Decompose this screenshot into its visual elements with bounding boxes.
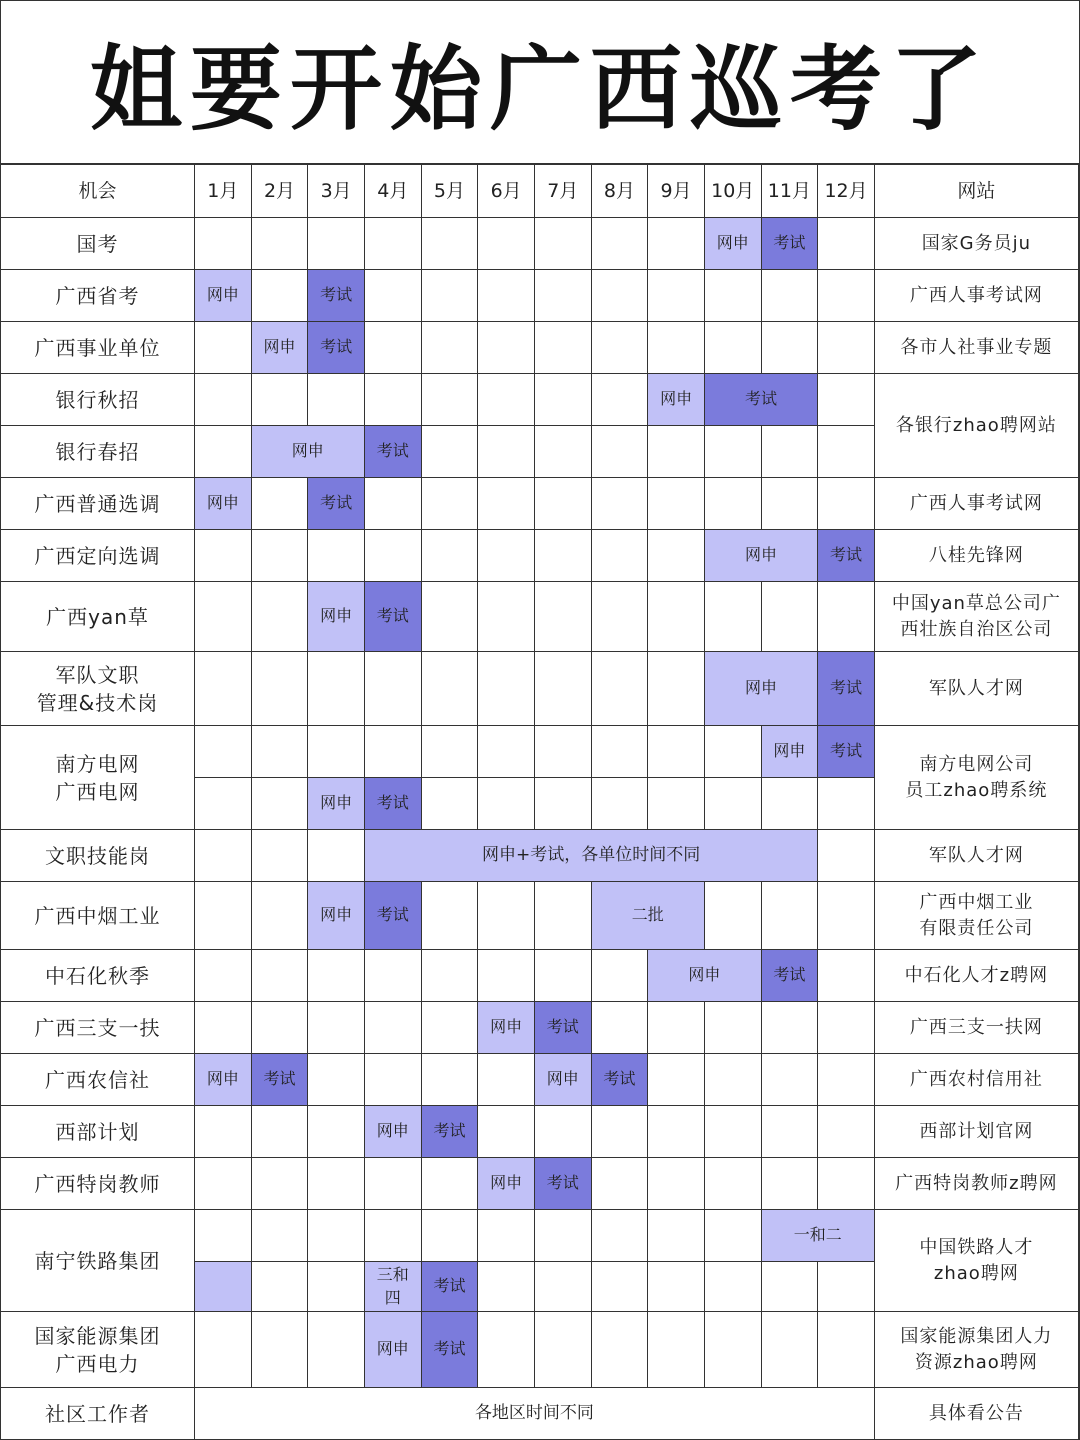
empty-month-cell bbox=[478, 530, 535, 582]
empty-month-cell bbox=[535, 270, 592, 322]
empty-month-cell bbox=[592, 950, 649, 1002]
application-period-cell: 网申 bbox=[648, 374, 705, 426]
empty-month-cell bbox=[818, 322, 875, 374]
empty-month-cell bbox=[592, 1106, 649, 1158]
empty-month-cell bbox=[762, 426, 819, 478]
empty-month-cell bbox=[308, 530, 365, 582]
empty-month-cell bbox=[478, 1054, 535, 1106]
exam-period-cell: 考试 bbox=[365, 426, 422, 478]
empty-month-cell bbox=[308, 374, 365, 426]
empty-month-cell bbox=[535, 1262, 592, 1312]
empty-month-cell bbox=[252, 1002, 309, 1054]
page-title: 姐要开始广西巡考了 bbox=[1, 1, 1079, 165]
header-opportunity: 机会 bbox=[1, 165, 195, 218]
empty-month-cell bbox=[705, 1054, 762, 1106]
empty-month-cell bbox=[478, 1210, 535, 1262]
empty-month-cell bbox=[308, 218, 365, 270]
empty-month-cell bbox=[478, 726, 535, 778]
row-label: 广西中烟工业 bbox=[1, 882, 195, 950]
application-period-cell: 网申 bbox=[478, 1002, 535, 1054]
empty-month-cell bbox=[478, 950, 535, 1002]
header-month: 6月 bbox=[478, 165, 535, 218]
empty-month-cell bbox=[422, 218, 479, 270]
row-website: 广西三支一扶网 bbox=[875, 1002, 1079, 1054]
empty-month-cell bbox=[762, 1158, 819, 1210]
empty-month-cell bbox=[478, 374, 535, 426]
empty-month-cell bbox=[648, 270, 705, 322]
empty-month-cell bbox=[535, 882, 592, 950]
empty-month-cell bbox=[648, 1002, 705, 1054]
empty-month-cell bbox=[592, 1312, 649, 1388]
empty-month-cell bbox=[195, 1158, 252, 1210]
empty-month-cell bbox=[592, 778, 649, 830]
header-month: 1月 bbox=[195, 165, 252, 218]
empty-month-cell bbox=[818, 270, 875, 322]
empty-month-cell bbox=[422, 1002, 479, 1054]
empty-month-cell bbox=[252, 652, 309, 726]
empty-month-cell bbox=[705, 1106, 762, 1158]
exam-period-cell: 考试 bbox=[252, 1054, 309, 1106]
empty-month-cell bbox=[648, 1106, 705, 1158]
exam-period-cell: 考试 bbox=[308, 270, 365, 322]
empty-month-cell bbox=[705, 1158, 762, 1210]
row-label: 银行秋招 bbox=[1, 374, 195, 426]
header-month: 7月 bbox=[535, 165, 592, 218]
empty-month-cell bbox=[365, 1158, 422, 1210]
empty-month-cell bbox=[592, 582, 649, 652]
exam-period-cell: 考试 bbox=[422, 1106, 479, 1158]
row-label: 南方电网 广西电网 bbox=[1, 726, 195, 830]
empty-month-cell bbox=[195, 218, 252, 270]
empty-month-cell bbox=[818, 950, 875, 1002]
row-label: 广西特岗教师 bbox=[1, 1158, 195, 1210]
empty-month-cell bbox=[592, 1158, 649, 1210]
empty-month-cell bbox=[648, 218, 705, 270]
application-period-cell: 网申 bbox=[252, 322, 309, 374]
empty-month-cell bbox=[252, 374, 309, 426]
empty-month-cell bbox=[648, 426, 705, 478]
application-period-cell: 网申 bbox=[648, 950, 761, 1002]
empty-month-cell bbox=[422, 582, 479, 652]
application-period-cell: 网申 bbox=[365, 1106, 422, 1158]
application-period-cell: 网申 bbox=[308, 582, 365, 652]
empty-month-cell bbox=[535, 778, 592, 830]
empty-month-cell bbox=[762, 1312, 819, 1388]
empty-month-cell bbox=[648, 1054, 705, 1106]
empty-month-cell bbox=[705, 270, 762, 322]
empty-month-cell bbox=[705, 726, 762, 778]
empty-month-cell bbox=[818, 374, 875, 426]
empty-month-cell bbox=[592, 218, 649, 270]
empty-month-cell bbox=[308, 1158, 365, 1210]
row-website: 军队人才网 bbox=[875, 830, 1079, 882]
empty-month-cell bbox=[195, 726, 252, 778]
empty-month-cell bbox=[592, 1002, 649, 1054]
row-website: 中国铁路人才 zhao聘网 bbox=[875, 1210, 1079, 1312]
empty-month-cell bbox=[535, 726, 592, 778]
empty-month-cell bbox=[762, 582, 819, 652]
empty-month-cell bbox=[195, 950, 252, 1002]
exam-period-cell: 考试 bbox=[762, 950, 819, 1002]
header-month: 8月 bbox=[592, 165, 649, 218]
row-website: 南方电网公司 员工zhao聘系统 bbox=[875, 726, 1079, 830]
empty-month-cell bbox=[195, 652, 252, 726]
row-website: 中石化人才z聘网 bbox=[875, 950, 1079, 1002]
empty-month-cell bbox=[705, 778, 762, 830]
exam-period-cell: 考试 bbox=[818, 530, 875, 582]
empty-month-cell bbox=[478, 1312, 535, 1388]
row-label: 国家能源集团 广西电力 bbox=[1, 1312, 195, 1388]
empty-month-cell bbox=[592, 1210, 649, 1262]
row-website: 广西中烟工业 有限责任公司 bbox=[875, 882, 1079, 950]
empty-month-cell bbox=[252, 950, 309, 1002]
empty-month-cell bbox=[252, 1158, 309, 1210]
empty-month-cell bbox=[195, 426, 252, 478]
empty-month-cell bbox=[535, 1312, 592, 1388]
empty-month-cell bbox=[535, 652, 592, 726]
empty-month-cell bbox=[705, 1262, 762, 1312]
empty-month-cell bbox=[648, 1158, 705, 1210]
empty-month-cell bbox=[252, 270, 309, 322]
row-website: 中国yan草总公司广 西壮族自治区公司 bbox=[875, 582, 1079, 652]
application-period-cell: 网申 bbox=[705, 218, 762, 270]
empty-month-cell bbox=[648, 582, 705, 652]
application-period-cell: 网申 bbox=[705, 652, 818, 726]
empty-month-cell bbox=[365, 950, 422, 1002]
empty-month-cell bbox=[252, 778, 309, 830]
application-period-cell: 网申 bbox=[365, 1312, 422, 1388]
exam-period-cell: 考试 bbox=[762, 218, 819, 270]
empty-month-cell bbox=[535, 374, 592, 426]
row-website: 军队人才网 bbox=[875, 652, 1079, 726]
row-label: 广西定向选调 bbox=[1, 530, 195, 582]
empty-month-cell bbox=[365, 218, 422, 270]
empty-month-cell bbox=[648, 1210, 705, 1262]
row-website: 八桂先锋网 bbox=[875, 530, 1079, 582]
empty-month-cell bbox=[592, 426, 649, 478]
empty-month-cell bbox=[648, 726, 705, 778]
empty-month-cell bbox=[365, 1210, 422, 1262]
row-website: 具体看公告 bbox=[875, 1388, 1079, 1440]
empty-month-cell bbox=[478, 478, 535, 530]
empty-month-cell bbox=[705, 1312, 762, 1388]
exam-period-cell: 考试 bbox=[818, 652, 875, 726]
empty-month-cell bbox=[195, 582, 252, 652]
empty-month-cell bbox=[592, 1262, 649, 1312]
empty-month-cell bbox=[365, 322, 422, 374]
row-label: 文职技能岗 bbox=[1, 830, 195, 882]
row-label: 银行春招 bbox=[1, 426, 195, 478]
empty-month-cell bbox=[478, 426, 535, 478]
application-period-cell: 网申 bbox=[478, 1158, 535, 1210]
empty-month-cell bbox=[422, 1158, 479, 1210]
empty-month-cell bbox=[308, 1002, 365, 1054]
empty-month-cell bbox=[648, 478, 705, 530]
empty-month-cell bbox=[422, 726, 479, 778]
empty-month-cell bbox=[195, 1002, 252, 1054]
empty-month-cell bbox=[762, 270, 819, 322]
empty-month-cell bbox=[478, 1106, 535, 1158]
empty-month-cell bbox=[705, 322, 762, 374]
empty-month-cell bbox=[478, 1262, 535, 1312]
empty-month-cell bbox=[762, 882, 819, 950]
empty-month-cell bbox=[705, 882, 762, 950]
empty-month-cell bbox=[478, 322, 535, 374]
empty-month-cell bbox=[308, 1210, 365, 1262]
application-period-cell: 网申 bbox=[705, 530, 818, 582]
application-period-cell: 网申 bbox=[195, 1054, 252, 1106]
application-period-cell: 网申 bbox=[308, 882, 365, 950]
header-month: 11月 bbox=[762, 165, 819, 218]
application-period-cell: 网申 bbox=[195, 270, 252, 322]
empty-month-cell bbox=[592, 478, 649, 530]
empty-month-cell bbox=[705, 426, 762, 478]
row-website: 各市人社事业专题 bbox=[875, 322, 1079, 374]
application-period-cell: 三和 四 bbox=[365, 1262, 422, 1312]
empty-month-cell bbox=[308, 830, 365, 882]
empty-month-cell bbox=[365, 1002, 422, 1054]
empty-month-cell bbox=[818, 1002, 875, 1054]
empty-month-cell bbox=[535, 426, 592, 478]
empty-month-cell bbox=[478, 270, 535, 322]
empty-month-cell bbox=[365, 374, 422, 426]
empty-month-cell bbox=[308, 1106, 365, 1158]
empty-month-cell bbox=[535, 218, 592, 270]
header-month: 10月 bbox=[705, 165, 762, 218]
empty-month-cell bbox=[705, 1002, 762, 1054]
empty-month-cell bbox=[308, 726, 365, 778]
empty-month-cell bbox=[422, 426, 479, 478]
header-month: 2月 bbox=[252, 165, 309, 218]
empty-month-cell bbox=[195, 374, 252, 426]
exam-period-cell: 考试 bbox=[422, 1312, 479, 1388]
row-label: 中石化秋季 bbox=[1, 950, 195, 1002]
row-label: 广西三支一扶 bbox=[1, 1002, 195, 1054]
empty-month-cell bbox=[478, 582, 535, 652]
row-website: 广西人事考试网 bbox=[875, 270, 1079, 322]
empty-month-cell bbox=[252, 218, 309, 270]
empty-month-cell bbox=[195, 1106, 252, 1158]
empty-month-cell bbox=[422, 322, 479, 374]
empty-month-cell bbox=[705, 478, 762, 530]
empty-month-cell bbox=[818, 1312, 875, 1388]
empty-month-cell bbox=[818, 582, 875, 652]
empty-month-cell bbox=[648, 322, 705, 374]
empty-month-cell bbox=[762, 1262, 819, 1312]
empty-month-cell bbox=[308, 950, 365, 1002]
empty-month-cell bbox=[422, 882, 479, 950]
empty-month-cell bbox=[308, 1262, 365, 1312]
row-website: 各银行zhao聘网站 bbox=[875, 374, 1079, 478]
empty-month-cell bbox=[422, 478, 479, 530]
application-period-cell: 二批 bbox=[592, 882, 705, 950]
empty-month-cell bbox=[252, 882, 309, 950]
empty-month-cell bbox=[252, 1312, 309, 1388]
empty-month-cell bbox=[762, 1106, 819, 1158]
exam-period-cell: 考试 bbox=[308, 322, 365, 374]
exam-period-cell: 考试 bbox=[365, 882, 422, 950]
header-month: 9月 bbox=[648, 165, 705, 218]
empty-month-cell bbox=[535, 950, 592, 1002]
exam-period-cell: 考试 bbox=[365, 778, 422, 830]
note-cell: 各地区时间不同 bbox=[195, 1388, 875, 1440]
row-label: 西部计划 bbox=[1, 1106, 195, 1158]
empty-month-cell bbox=[818, 830, 875, 882]
application-period-cell: 网申 bbox=[195, 478, 252, 530]
empty-month-cell bbox=[535, 530, 592, 582]
empty-month-cell bbox=[252, 1262, 309, 1312]
row-label: 广西yan草 bbox=[1, 582, 195, 652]
empty-month-cell bbox=[818, 426, 875, 478]
row-label: 广西省考 bbox=[1, 270, 195, 322]
empty-month-cell bbox=[422, 778, 479, 830]
empty-month-cell bbox=[818, 1054, 875, 1106]
empty-month-cell bbox=[648, 1262, 705, 1312]
empty-month-cell bbox=[762, 322, 819, 374]
application-period-cell: 一和二 bbox=[762, 1210, 875, 1262]
empty-month-cell bbox=[365, 478, 422, 530]
empty-month-cell bbox=[252, 726, 309, 778]
empty-month-cell bbox=[762, 778, 819, 830]
empty-month-cell bbox=[592, 270, 649, 322]
empty-month-cell bbox=[252, 830, 309, 882]
application-period-cell: 网申 bbox=[252, 426, 365, 478]
row-website: 广西人事考试网 bbox=[875, 478, 1079, 530]
empty-month-cell bbox=[195, 1312, 252, 1388]
empty-month-cell bbox=[592, 530, 649, 582]
row-website: 广西特岗教师z聘网 bbox=[875, 1158, 1079, 1210]
empty-month-cell bbox=[478, 652, 535, 726]
empty-month-cell bbox=[308, 652, 365, 726]
empty-month-cell bbox=[818, 1158, 875, 1210]
empty-month-cell bbox=[422, 530, 479, 582]
empty-month-cell bbox=[365, 726, 422, 778]
empty-month-cell bbox=[195, 1210, 252, 1262]
row-label: 广西普通选调 bbox=[1, 478, 195, 530]
empty-month-cell bbox=[592, 726, 649, 778]
row-label: 国考 bbox=[1, 218, 195, 270]
empty-month-cell bbox=[365, 652, 422, 726]
empty-month-cell bbox=[195, 530, 252, 582]
row-website: 西部计划官网 bbox=[875, 1106, 1079, 1158]
empty-month-cell bbox=[592, 322, 649, 374]
empty-month-cell bbox=[818, 882, 875, 950]
empty-month-cell bbox=[422, 1054, 479, 1106]
application-period-cell: 网申+考试，各单位时间不同 bbox=[365, 830, 818, 882]
empty-month-cell bbox=[252, 1210, 309, 1262]
empty-month-cell bbox=[252, 1106, 309, 1158]
empty-month-cell bbox=[535, 1210, 592, 1262]
empty-month-cell bbox=[365, 530, 422, 582]
row-website: 国家能源集团人力 资源zhao聘网 bbox=[875, 1312, 1079, 1388]
empty-month-cell bbox=[762, 1002, 819, 1054]
empty-month-cell bbox=[422, 950, 479, 1002]
exam-period-cell: 考试 bbox=[365, 582, 422, 652]
empty-month-cell bbox=[535, 478, 592, 530]
row-website: 广西农村信用社 bbox=[875, 1054, 1079, 1106]
empty-month-cell bbox=[592, 374, 649, 426]
empty-month-cell bbox=[705, 582, 762, 652]
empty-month-cell bbox=[422, 374, 479, 426]
empty-month-cell bbox=[818, 1106, 875, 1158]
exam-period-cell: 考试 bbox=[818, 726, 875, 778]
empty-month-cell bbox=[705, 1210, 762, 1262]
empty-month-cell bbox=[818, 478, 875, 530]
empty-month-cell bbox=[535, 582, 592, 652]
empty-month-cell bbox=[195, 322, 252, 374]
empty-month-cell bbox=[195, 778, 252, 830]
empty-month-cell bbox=[422, 652, 479, 726]
row-label: 南宁铁路集团 bbox=[1, 1210, 195, 1312]
empty-month-cell bbox=[365, 1054, 422, 1106]
header-website: 网站 bbox=[875, 165, 1079, 218]
empty-month-cell bbox=[422, 1210, 479, 1262]
empty-month-cell bbox=[648, 530, 705, 582]
empty-month-cell bbox=[195, 830, 252, 882]
application-period-cell: 网申 bbox=[308, 778, 365, 830]
empty-month-cell bbox=[648, 652, 705, 726]
empty-month-cell bbox=[535, 1106, 592, 1158]
empty-month-cell bbox=[762, 1054, 819, 1106]
header-month: 5月 bbox=[422, 165, 479, 218]
empty-month-cell bbox=[818, 1262, 875, 1312]
row-label: 广西事业单位 bbox=[1, 322, 195, 374]
row-label: 军队文职 管理&技术岗 bbox=[1, 652, 195, 726]
empty-month-cell bbox=[195, 882, 252, 950]
exam-period-cell: 考试 bbox=[422, 1262, 479, 1312]
application-period-cell: 网申 bbox=[535, 1054, 592, 1106]
empty-month-cell bbox=[762, 478, 819, 530]
empty-month-cell bbox=[365, 270, 422, 322]
exam-period-cell: 考试 bbox=[535, 1158, 592, 1210]
empty-month-cell bbox=[648, 1312, 705, 1388]
empty-month-cell bbox=[592, 652, 649, 726]
exam-period-cell: 考试 bbox=[308, 478, 365, 530]
exam-period-cell: 考试 bbox=[705, 374, 818, 426]
header-month: 12月 bbox=[818, 165, 875, 218]
empty-month-cell bbox=[308, 1312, 365, 1388]
exam-period-cell: 考试 bbox=[592, 1054, 649, 1106]
row-label: 广西农信社 bbox=[1, 1054, 195, 1106]
header-month: 3月 bbox=[308, 165, 365, 218]
empty-month-cell bbox=[818, 218, 875, 270]
application-period-cell bbox=[195, 1262, 252, 1312]
empty-month-cell bbox=[252, 530, 309, 582]
application-period-cell: 网申 bbox=[762, 726, 819, 778]
empty-month-cell bbox=[478, 218, 535, 270]
exam-period-cell: 考试 bbox=[535, 1002, 592, 1054]
empty-month-cell bbox=[252, 478, 309, 530]
empty-month-cell bbox=[478, 778, 535, 830]
exam-schedule-table bbox=[1, 165, 1079, 1440]
header-month: 4月 bbox=[365, 165, 422, 218]
empty-month-cell bbox=[252, 582, 309, 652]
row-label: 社区工作者 bbox=[1, 1388, 195, 1440]
empty-month-cell bbox=[648, 778, 705, 830]
empty-month-cell bbox=[535, 322, 592, 374]
row-website: 国家G务员ju bbox=[875, 218, 1079, 270]
empty-month-cell bbox=[308, 1054, 365, 1106]
empty-month-cell bbox=[818, 778, 875, 830]
empty-month-cell bbox=[478, 882, 535, 950]
empty-month-cell bbox=[422, 270, 479, 322]
